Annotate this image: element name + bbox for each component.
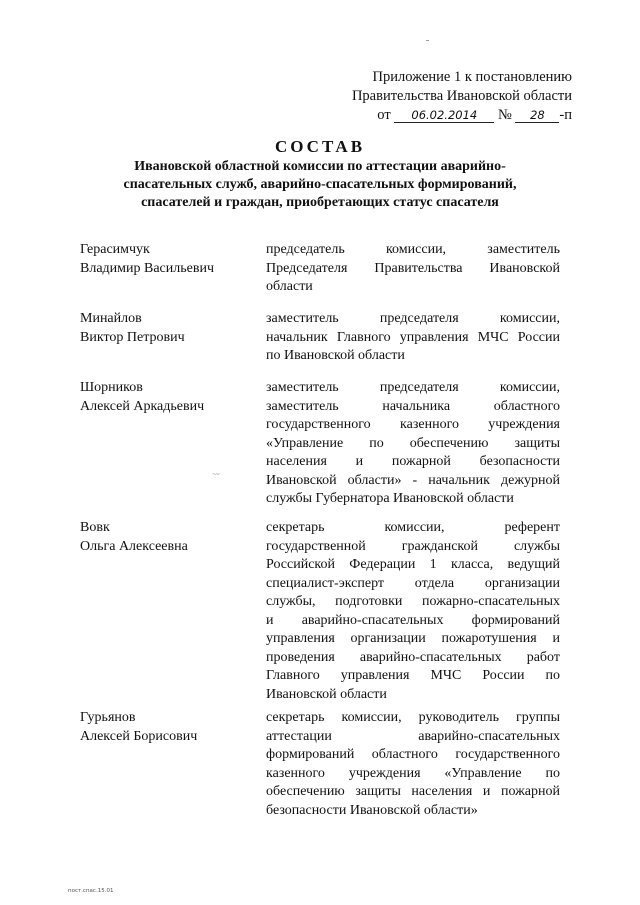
role-line: Ивановской области» - начальник дежурной xyxy=(266,472,560,488)
member-role xyxy=(266,709,560,820)
role-line: населения и пожарной безопасности xyxy=(266,454,560,469)
appendix-line-3 xyxy=(352,106,572,125)
role-line: управления организации пожаротушения и xyxy=(266,631,560,646)
role-line: заместитель председателя комиссии, xyxy=(266,380,560,395)
role-line: специалист-эксперт отдела организации xyxy=(266,575,560,591)
role-line: Российской Федерации 1 класса, ведущий xyxy=(266,557,560,572)
appendix-header xyxy=(352,68,572,125)
role-line: службы Губернатора Ивановской области xyxy=(266,491,514,506)
from-label: от xyxy=(377,107,391,123)
member-name xyxy=(80,519,255,556)
scan-artifact xyxy=(426,40,429,41)
footer-code: пост.спас.15.01 xyxy=(68,888,114,894)
appendix-line-1: Приложение 1 к постановлению xyxy=(372,69,572,85)
role-line: безопасности Ивановской области» xyxy=(266,802,478,818)
member-role xyxy=(266,519,560,704)
number-label: № xyxy=(497,107,512,123)
role-line: по Ивановской области xyxy=(266,348,405,363)
member-role xyxy=(266,241,560,297)
role-line: формирований областного государственного xyxy=(266,747,560,762)
role-line: службы, подготовки пожарно-спасательных xyxy=(266,594,560,609)
subtitle-line: спасателей и граждан, приобретающих статус спасателя xyxy=(141,195,499,210)
role-line: Ивановской области xyxy=(266,686,387,702)
member-role xyxy=(266,379,560,509)
scan-smudge: ~·-· xyxy=(212,471,220,478)
member-name xyxy=(80,310,255,347)
role-line: проведения аварийно-спасательных работ xyxy=(266,649,560,665)
role-line: казенного учреждения «Управление по xyxy=(266,765,560,781)
role-line: секретарь комиссии, руководитель группы xyxy=(266,710,560,725)
member-role xyxy=(266,310,560,366)
role-line: председатель комиссии, заместитель xyxy=(266,242,560,257)
role-line: секретарь комиссии, референт xyxy=(266,520,560,535)
role-line: и аварийно-спасательных формирований xyxy=(266,612,560,628)
appendix-line-2: Правительства Ивановской области xyxy=(351,88,572,104)
member-given-names: Ольга Алексеевна xyxy=(80,538,188,554)
member-name xyxy=(80,379,255,416)
role-line: заместитель начальника областного xyxy=(266,398,560,414)
member-given-names: Виктор Петрович xyxy=(80,329,185,345)
member-surname: Герасимчук xyxy=(80,242,150,257)
member-name xyxy=(80,709,255,746)
role-line: «Управление по обеспечению защиты xyxy=(266,435,560,451)
role-line: Председателя Правительства Ивановской xyxy=(266,260,560,276)
handwritten-number: 28 xyxy=(515,108,559,123)
role-line: области xyxy=(266,279,313,294)
member-surname: Вовк xyxy=(80,520,110,535)
role-line: государственного казенного учреждения xyxy=(266,417,560,432)
member-surname: Шорников xyxy=(80,380,143,395)
handwritten-date: 06.02.2014 xyxy=(394,108,494,123)
subtitle-line: Ивановской областной комиссии по аттестации аварийно- xyxy=(134,159,506,174)
subtitle-line: спасательных служб, аварийно-спасательных формирований, xyxy=(123,177,517,192)
document-title: СОСТАВ xyxy=(274,137,366,156)
role-line: заместитель председателя комиссии, xyxy=(266,311,560,326)
member-surname: Минайлов xyxy=(80,311,142,326)
role-line: аттестации аварийно-спасательных xyxy=(266,728,560,744)
role-line: Главного управления МЧС России по xyxy=(266,668,560,683)
role-line: обеспечению защиты населения и пожарной xyxy=(266,784,560,799)
member-given-names: Алексей Борисович xyxy=(80,728,198,744)
role-line: начальник Главного управления МЧС России xyxy=(266,329,560,345)
role-line: государственной гражданской службы xyxy=(266,538,560,554)
member-surname: Гурьянов xyxy=(80,710,136,725)
member-given-names: Владимир Васильевич xyxy=(80,260,214,276)
member-given-names: Алексей Аркадьевич xyxy=(80,398,205,414)
member-name xyxy=(80,241,255,278)
number-suffix: -п xyxy=(559,107,572,123)
document-subtitle xyxy=(100,158,540,212)
